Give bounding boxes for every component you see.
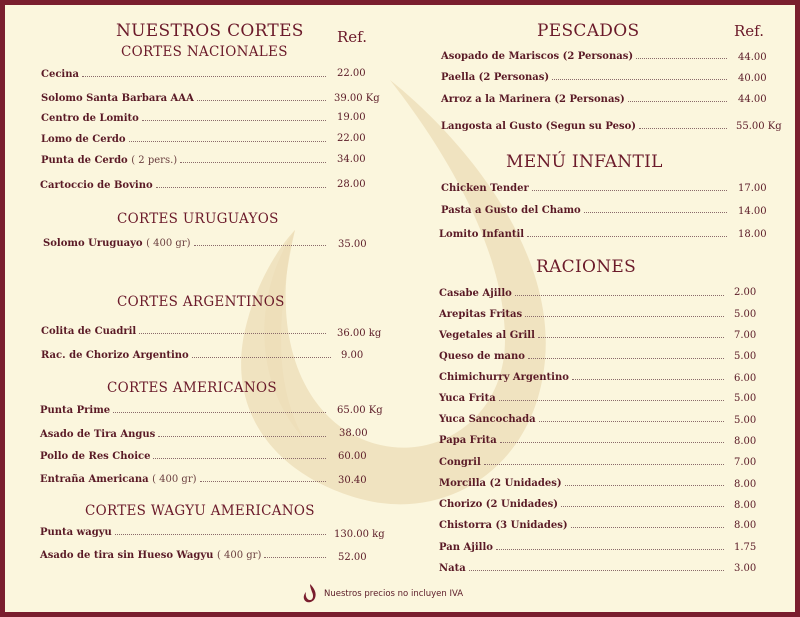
item-price: 22.00 bbox=[337, 133, 366, 144]
item-name: Chimichurry Argentino bbox=[439, 372, 569, 383]
item-name: Chistorra (3 Unidades) bbox=[439, 520, 568, 531]
item-price: 44.00 bbox=[738, 94, 767, 105]
item-name: Vegetales al Grill bbox=[439, 330, 535, 341]
item-name: Cartoccio de Bovino bbox=[40, 180, 153, 191]
item-name: Rac. de Chorizo Argentino bbox=[41, 350, 189, 361]
menu-item bbox=[439, 348, 728, 362]
item-price: 35.00 bbox=[338, 239, 367, 250]
section-heading-wagyu: CORTES WAGYU AMERICANOS bbox=[85, 503, 315, 519]
section-heading-uruguayos: CORTES URUGUAYOS bbox=[117, 211, 279, 227]
item-name: Yuca Sancochada bbox=[439, 414, 536, 425]
item-price: 52.00 bbox=[338, 552, 367, 563]
item-price: 1.75 bbox=[734, 542, 757, 553]
menu-item bbox=[441, 69, 731, 83]
item-price: 60.00 bbox=[338, 451, 367, 462]
menu-item bbox=[40, 524, 330, 538]
item-name: Solomo Santa Barbara AAA bbox=[41, 93, 194, 104]
item-name: Punta Prime bbox=[40, 405, 111, 416]
item-name: Arepitas Fritas bbox=[439, 309, 523, 320]
section-heading-argentinos: CORTES ARGENTINOS bbox=[117, 294, 285, 310]
item-name: Pollo de Res Choice bbox=[40, 451, 151, 462]
menu-item bbox=[41, 110, 330, 124]
menu-item bbox=[41, 347, 335, 361]
menu-item bbox=[439, 517, 728, 531]
menu-item bbox=[40, 426, 330, 440]
menu-item bbox=[439, 390, 728, 404]
item-price: 36.00 kg bbox=[337, 328, 382, 339]
menu-item bbox=[439, 432, 728, 446]
ref-header-left: Ref. bbox=[337, 28, 367, 46]
item-price: 5.00 bbox=[734, 351, 757, 362]
item-price: 2.00 bbox=[734, 287, 757, 298]
item-price: 38.00 bbox=[339, 428, 368, 439]
menu-item bbox=[41, 90, 330, 104]
menu-item bbox=[439, 327, 728, 341]
item-name: Chicken Tender bbox=[441, 183, 529, 194]
menu-item bbox=[439, 306, 728, 320]
item-name: Punta de Cerdo bbox=[41, 155, 128, 166]
item-price: 130.00 kg bbox=[334, 529, 385, 540]
item-name: Morcilla (2 Unidades) bbox=[439, 478, 562, 489]
item-note: ( 2 pers.) bbox=[131, 155, 178, 166]
menu-item bbox=[41, 66, 330, 80]
page-title: NUESTROS CORTES bbox=[116, 21, 304, 41]
menu-item bbox=[441, 48, 731, 62]
item-price: 65.00 Kg bbox=[337, 405, 383, 416]
item-name: Asado de tira sin Hueso Wagyu bbox=[40, 550, 214, 561]
item-price: 44.00 bbox=[738, 52, 767, 63]
item-price: 14.00 bbox=[738, 206, 767, 217]
item-name: Queso de mano bbox=[439, 351, 525, 362]
item-name: Paella (2 Personas) bbox=[441, 72, 550, 83]
menu-item bbox=[41, 323, 330, 337]
item-price: 40.00 bbox=[738, 73, 767, 84]
item-price: 8.00 bbox=[734, 436, 757, 447]
item-price: 7.00 bbox=[734, 330, 757, 341]
item-price: 28.00 bbox=[337, 179, 366, 190]
item-name: Punta wagyu bbox=[40, 527, 112, 538]
item-price: 18.00 bbox=[738, 229, 767, 240]
item-price: 3.00 bbox=[734, 563, 757, 574]
item-price: 22.00 bbox=[337, 68, 366, 79]
item-name: Entraña Americana bbox=[40, 474, 149, 485]
section-heading-americanos: CORTES AMERICANOS bbox=[107, 380, 277, 396]
item-name: Cecina bbox=[41, 69, 79, 80]
item-name: Langosta al Gusto (Segun su Peso) bbox=[441, 121, 636, 132]
item-name: Lomito Infantil bbox=[439, 229, 525, 240]
item-price: 5.00 bbox=[734, 393, 757, 404]
item-price: 8.00 bbox=[734, 500, 757, 511]
footer-note: Nuestros precios no incluyen IVA bbox=[324, 589, 464, 599]
section-heading-nacionales: CORTES NACIONALES bbox=[121, 44, 288, 60]
item-price: 39.00 Kg bbox=[334, 93, 380, 104]
menu-item bbox=[441, 202, 731, 216]
section-heading-infantil: MENÚ INFANTIL bbox=[506, 152, 663, 172]
item-name: Asopado de Mariscos (2 Personas) bbox=[441, 51, 634, 62]
item-name: Casabe Ajillo bbox=[439, 288, 512, 299]
menu-item bbox=[43, 235, 330, 249]
menu-item bbox=[439, 560, 728, 574]
item-price: 5.00 bbox=[734, 309, 757, 320]
ref-header-right: Ref. bbox=[734, 22, 764, 40]
menu-item bbox=[441, 118, 731, 132]
item-name: Yuca Frita bbox=[439, 393, 496, 404]
menu-item bbox=[40, 471, 330, 485]
menu-item bbox=[439, 369, 728, 383]
item-note: ( 400 gr) bbox=[216, 550, 262, 561]
section-heading-raciones: RACIONES bbox=[536, 257, 637, 277]
item-note: ( 400 gr) bbox=[152, 474, 197, 485]
menu-item bbox=[439, 539, 728, 553]
item-price: 34.00 bbox=[337, 154, 366, 165]
item-name: Colita de Cuadril bbox=[41, 326, 137, 337]
menu-item bbox=[439, 411, 728, 425]
item-name: Nata bbox=[439, 563, 466, 574]
item-name: Pan Ajillo bbox=[439, 542, 493, 553]
item-name: Chorizo (2 Unidades) bbox=[439, 499, 558, 510]
menu-item bbox=[41, 131, 330, 145]
menu-item bbox=[439, 454, 728, 468]
menu-item bbox=[40, 402, 330, 416]
item-price: 8.00 bbox=[734, 479, 757, 490]
menu-item bbox=[439, 226, 731, 240]
item-name: Centro de Lomito bbox=[41, 113, 139, 124]
item-name: Solomo Uruguayo bbox=[43, 238, 143, 249]
item-price: 30.40 bbox=[338, 475, 367, 486]
item-name: Pasta a Gusto del Chamo bbox=[441, 205, 581, 216]
flame-logo-icon bbox=[302, 583, 318, 605]
menu-item bbox=[41, 152, 330, 166]
item-name: Papa Frita bbox=[439, 435, 497, 446]
section-heading-pescados: PESCADOS bbox=[537, 21, 640, 41]
item-price: 6.00 bbox=[734, 373, 757, 384]
item-price: 17.00 bbox=[738, 183, 767, 194]
item-name: Asado de Tira Angus bbox=[40, 429, 156, 440]
menu-item bbox=[441, 91, 731, 105]
menu-item bbox=[439, 285, 728, 299]
item-name: Lomo de Cerdo bbox=[41, 134, 126, 145]
menu-item bbox=[40, 547, 330, 561]
item-name: Arroz a la Marinera (2 Personas) bbox=[441, 94, 625, 105]
item-name: Congril bbox=[439, 457, 481, 468]
item-price: 55.00 Kg bbox=[736, 121, 782, 132]
item-note: ( 400 gr) bbox=[146, 238, 191, 249]
item-price: 9.00 bbox=[341, 350, 364, 361]
menu-item bbox=[40, 448, 330, 462]
menu-item bbox=[40, 177, 330, 191]
item-price: 7.00 bbox=[734, 457, 757, 468]
item-price: 19.00 bbox=[337, 112, 366, 123]
menu-item bbox=[439, 496, 728, 510]
footer bbox=[302, 583, 463, 605]
menu-item bbox=[441, 180, 731, 194]
item-price: 5.00 bbox=[734, 415, 757, 426]
item-price: 8.00 bbox=[734, 520, 757, 531]
menu-item bbox=[439, 475, 728, 489]
